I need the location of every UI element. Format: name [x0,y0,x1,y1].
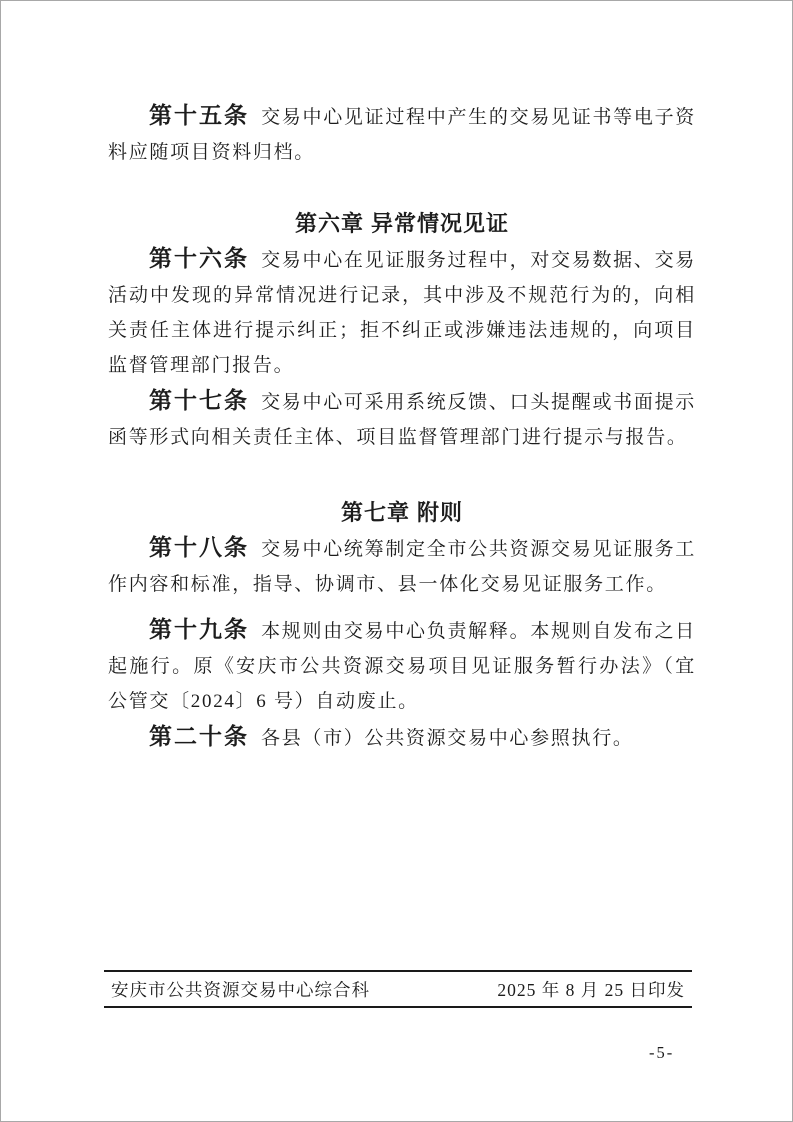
article-text: 交易中心统筹制定全市公共资源交易见证服务工作内容和标准，指导、协调市、县一体化交易见证服务工作。 [108,539,697,595]
page-number: -5- [649,1043,675,1062]
article-number: 第二十条 [149,724,249,749]
article-text: 本规则由交易中心负责解释。本规则自发布之日起施行。原《安庆市公共资源交易项目见证服务暂行办法》（宜公管交〔2024〕6 号）自动废止。 [108,621,697,712]
article-paragraph [108,530,696,602]
article-number: 第十六条 [149,246,250,271]
document-body [108,98,696,756]
article-number: 第十九条 [149,617,250,642]
article-number: 第十七条 [149,388,250,413]
chapter-heading: 第六章 异常情况见证 [294,211,510,236]
article-text: 交易中心可采用系统反馈、口头提醒或书面提示函等形式向相关责任主体、项目监督管理部门进行提示与报告。 [108,392,697,448]
article-paragraph [108,719,696,756]
article-text: 交易中心在见证服务过程中，对交易数据、交易活动中发现的异常情况进行记录，其中涉及不规范行为的，向相关责任主体进行提示纠正；拒不纠正或涉嫌违法违规的，向项目监督管理部门报告。 [108,250,697,376]
article-paragraph [108,612,696,719]
article-number: 第十八条 [149,535,250,560]
article-paragraph [108,383,696,455]
article-text: 各县（市）公共资源交易中心参照执行。 [261,728,634,749]
chapter-heading: 第七章 附则 [340,500,464,525]
article-paragraph [108,98,696,170]
article-text: 交易中心见证过程中产生的交易见证书等电子资料应随项目资料归档。 [108,107,697,163]
article-paragraph [108,241,696,383]
colophon-footer [104,970,692,1008]
issuing-office: 安庆市公共资源交易中心综合科 [111,979,370,1000]
article-number: 第十五条 [149,103,250,128]
print-date: 2025 年 8 月 25 日印发 [497,979,685,1000]
